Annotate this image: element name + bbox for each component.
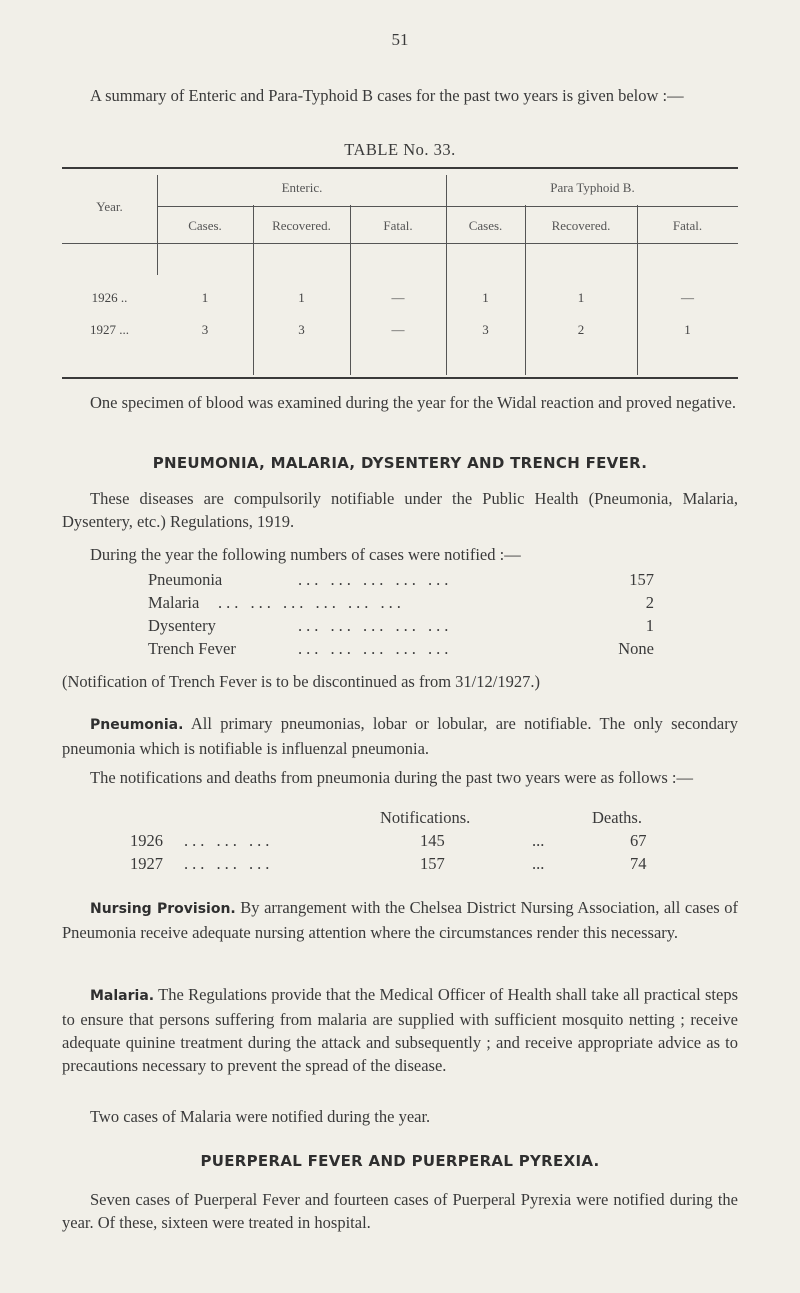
col-cases: Cases. (468, 218, 503, 233)
cell: 1 (684, 322, 691, 337)
leader-dots: ... ... ... (184, 831, 274, 850)
leader-dots: ... ... ... ... ... (298, 570, 453, 589)
nursing-paragraph (62, 896, 738, 944)
cell: — (391, 290, 405, 305)
cell: 2 (577, 322, 585, 337)
list-value: 157 (629, 570, 654, 589)
enteric-header: Enteric. (281, 180, 323, 195)
pneumonia-text: All primary pneumonias, lobar or lobular, are notifiable. The only secondary pneumonia which is notifiable is influenzal pneumonia. (62, 714, 738, 758)
row-year: 1926 .. (91, 290, 128, 305)
malaria-two-paragraph: Two cases of Malaria were notified during the year. (90, 1107, 431, 1126)
pneumonia-paragraph (62, 712, 738, 760)
table-hline (447, 206, 738, 207)
runin-heading: Malaria. (90, 988, 155, 1004)
cell: 1 (482, 290, 489, 305)
cell: 3 (201, 322, 209, 337)
cell: 1 (298, 290, 305, 305)
pneumonia-two-years: The notifications and deaths from pneumonia during the past two years were as follows :— (90, 768, 694, 787)
cell: — (391, 322, 405, 337)
col-recovered: Recovered. (551, 218, 611, 233)
stat-notifications: 145 (420, 831, 445, 850)
section-heading: PUERPERAL FEVER AND PUERPERAL PYREXIA. (200, 1152, 600, 1170)
col-cases: Cases. (188, 218, 222, 233)
table-title: TABLE No. 33. (344, 140, 456, 159)
leader-dots: ... ... ... ... ... (298, 639, 453, 658)
leader-dots: ... ... ... ... ... ... (218, 593, 405, 612)
stat-deaths: 67 (630, 831, 647, 850)
cell: — (681, 290, 694, 305)
cell: 1 (577, 290, 585, 305)
paratyphoid-header: Para Typhoid B. (550, 180, 635, 195)
list-value: 1 (645, 616, 654, 635)
year-header: Year. (96, 199, 123, 214)
cell: 3 (482, 322, 489, 337)
col-recovered: Recovered. (272, 218, 331, 233)
notified-intro: During the year the following numbers of cases were notified :— (90, 545, 521, 564)
puerperal-paragraph: Seven cases of Puerperal Fever and fourteen cases of Puerperal Pyrexia were notified during the year. Of these, sixteen were treated in hospital. (62, 1190, 738, 1232)
stat-year: 1926 (130, 831, 163, 850)
trench-note: (Notification of Trench Fever is to be discontinued as from 31/12/1927.) (62, 672, 540, 691)
cell: 3 (298, 322, 305, 337)
leader-dots: ... ... ... ... ... (298, 616, 453, 635)
list-label: Dysentery (148, 616, 216, 635)
col-deaths: Deaths. (592, 808, 642, 827)
widal-paragraph: One specimen of blood was examined during the year for the Widal reaction and proved negative. (90, 393, 736, 412)
stat-deaths: 74 (630, 854, 647, 873)
table-top-rule (62, 167, 738, 169)
cell: 1 (201, 290, 209, 305)
malaria-paragraph (62, 983, 738, 1077)
nursing-text: By arrangement with the Chelsea District Nursing Association, all cases of Pneumonia receive adequate nursing attention where the circumstances render this necessary. (62, 898, 738, 942)
list-label: Pneumonia (148, 570, 223, 589)
notifiable-paragraph: These diseases are compulsorily notifiable under the Public Health (Pneumonia, Malaria, Dysentery, etc.) Regulations, 1919. (62, 489, 738, 531)
section-heading: PNEUMONIA, MALARIA, DYSENTERY AND TRENCH FEVER. (152, 454, 648, 472)
col-fatal: Fatal. (672, 218, 703, 233)
col-notifications: Notifications. (380, 808, 471, 827)
runin-heading: Nursing Provision. (90, 901, 236, 917)
table-vline (446, 175, 447, 375)
leader-dots: ... (532, 854, 545, 873)
table-bottom-rule (62, 377, 738, 379)
stat-notifications: 157 (420, 854, 445, 873)
list-label: Malaria (148, 593, 200, 612)
leader-dots: ... ... ... (184, 854, 274, 873)
malaria-text: The Regulations provide that the Medical Officer of Health shall take all practical steps to ensure that persons suffering from malaria are supplied with sufficient mosquito netting ; receive adequate quinine treatment during the attack and subsequently ; and receive appropriate advice as to precautions necessary to prevent the spread of the disease. (62, 985, 738, 1075)
leader-dots: ... (532, 831, 545, 850)
page-number: 51 (391, 30, 409, 49)
runin-heading: Pneumonia. (90, 717, 184, 733)
list-value: 2 (645, 593, 654, 612)
table-hline (157, 206, 447, 207)
list-label: Trench Fever (148, 639, 236, 658)
row-year: 1927 ... (90, 322, 129, 337)
col-fatal: Fatal. (383, 218, 413, 233)
list-value: None (618, 639, 654, 658)
stat-year: 1927 (130, 854, 163, 873)
intro-paragraph: A summary of Enteric and Para-Typhoid B cases for the past two years is given below :— (90, 86, 684, 105)
table-hline (62, 243, 738, 244)
